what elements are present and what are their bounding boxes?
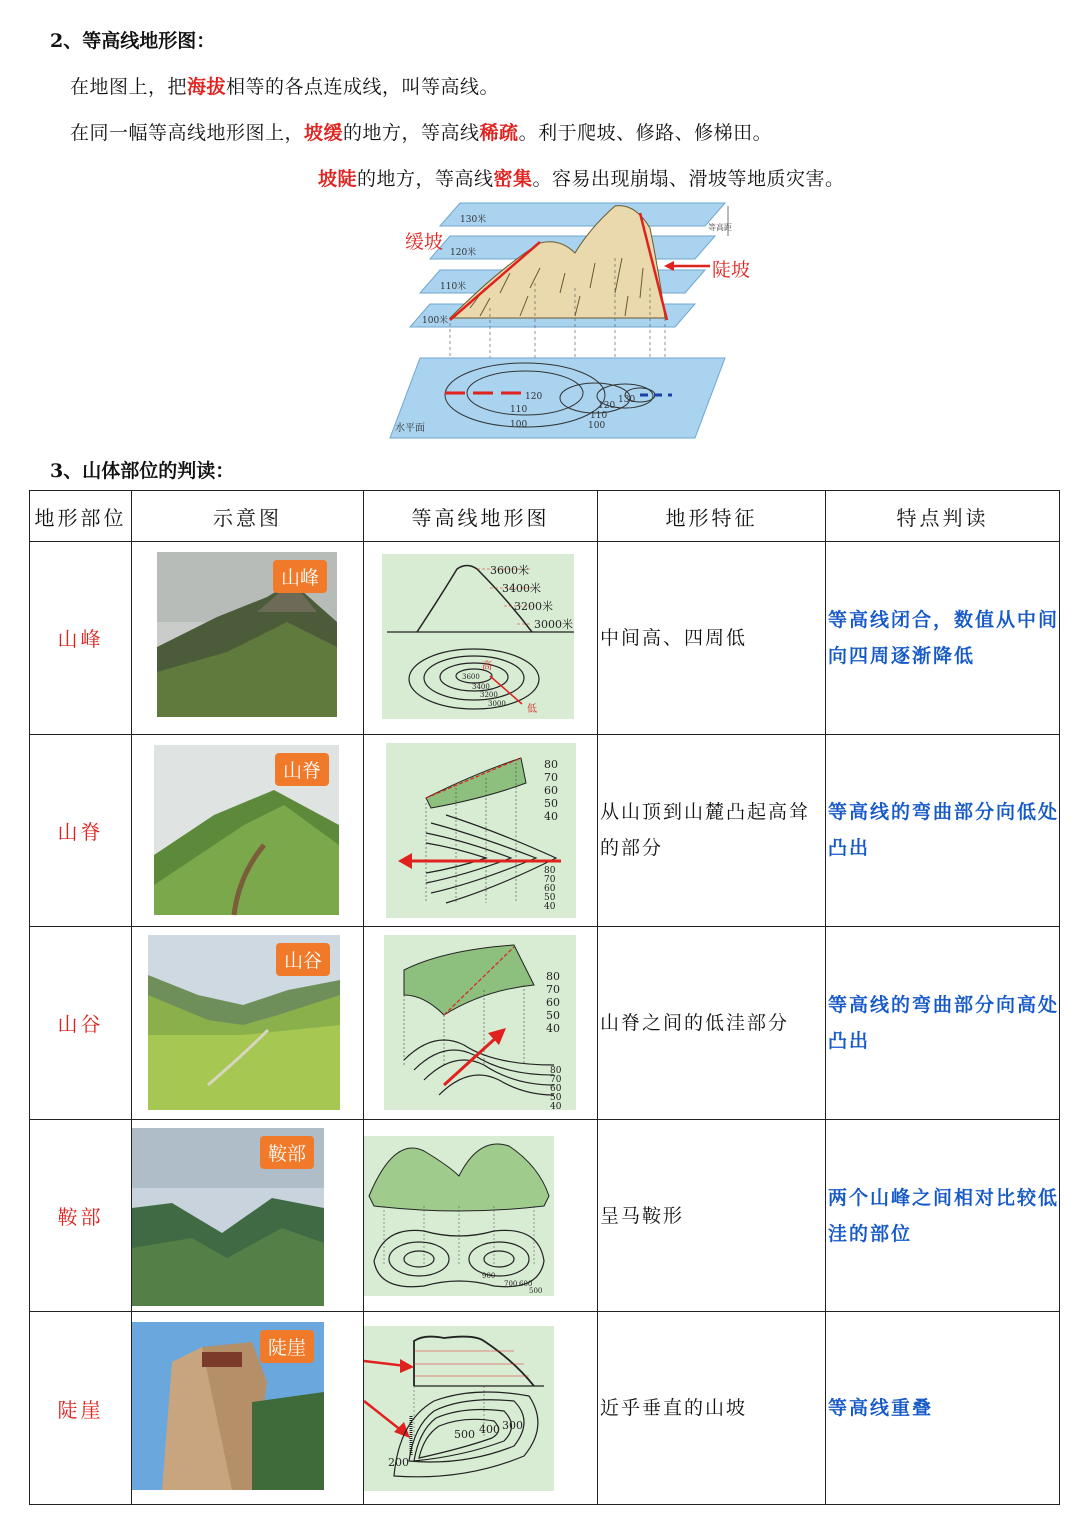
base-plane-label: 水平面 xyxy=(395,423,425,434)
part-name: 山脊 xyxy=(30,734,132,927)
svg-text:120: 120 xyxy=(525,392,543,402)
svg-text:200: 200 xyxy=(388,1456,409,1470)
saddle-contour-diagram xyxy=(364,1136,554,1296)
peak-photo xyxy=(157,552,337,717)
svg-text:3200米: 3200米 xyxy=(514,600,553,613)
valley-contour-diagram xyxy=(384,935,576,1113)
svg-text:60: 60 xyxy=(550,1084,562,1095)
interpretation-text: 等高线的弯曲部分向低处凸出 xyxy=(826,734,1060,927)
header-illustration: 示意图 xyxy=(132,491,364,542)
steep-slope-label: 陡坡 xyxy=(712,260,751,281)
svg-text:80: 80 xyxy=(544,865,556,876)
feature-text: 山脊之间的低洼部分 xyxy=(598,927,826,1120)
plane-label-120: 120米 xyxy=(450,248,477,258)
part-name: 山谷 xyxy=(30,927,132,1120)
table-row xyxy=(30,1119,1060,1312)
svg-text:80: 80 xyxy=(546,970,560,984)
ridge-badge: 山脊 xyxy=(275,753,329,786)
part-name: 陡崖 xyxy=(30,1312,132,1505)
svg-text:70: 70 xyxy=(546,983,560,997)
paragraph-steep-slope: 坡陡的地方，等高线密集。容易出现崩塌、滑坡等地质灾害。 xyxy=(318,168,845,190)
svg-text:50: 50 xyxy=(544,796,558,810)
terrain-parts-table xyxy=(29,490,1060,1505)
table-row xyxy=(30,734,1060,927)
paragraph-contour-definition: 在地图上，把海拔相等的各点连成线，叫等高线。 xyxy=(70,76,500,98)
svg-text:500: 500 xyxy=(454,1428,475,1442)
header-contour-map: 等高线地形图 xyxy=(364,491,598,542)
feature-text: 中间高、四周低 xyxy=(598,542,826,735)
base-plane xyxy=(390,358,725,438)
svg-text:40: 40 xyxy=(544,901,556,912)
svg-text:100: 100 xyxy=(588,421,606,431)
svg-text:40: 40 xyxy=(544,809,558,823)
valley-photo xyxy=(148,935,340,1110)
svg-text:60: 60 xyxy=(544,883,556,894)
svg-text:60: 60 xyxy=(546,996,560,1010)
contour-layer-diagram xyxy=(360,198,751,443)
svg-text:3600: 3600 xyxy=(462,673,480,681)
svg-text:3400: 3400 xyxy=(472,683,490,691)
interpretation-text: 两个山峰之间相对比较低洼的部位 xyxy=(826,1119,1060,1312)
header-part: 地形部位 xyxy=(30,491,132,542)
peak-badge: 山峰 xyxy=(273,560,327,593)
svg-text:3200: 3200 xyxy=(480,691,498,699)
feature-text: 从山顶到山麓凸起高耸的部分 xyxy=(598,734,826,927)
svg-text:低: 低 xyxy=(527,704,537,715)
table-row xyxy=(30,1312,1060,1505)
plane-label-100: 100米 xyxy=(422,316,449,326)
section2-heading: 2、等高线地形图： xyxy=(50,30,216,52)
svg-text:700: 700 xyxy=(504,1279,518,1288)
svg-text:70: 70 xyxy=(550,1075,562,1086)
svg-text:50: 50 xyxy=(546,1009,560,1023)
interpretation-text: 等高线的弯曲部分向高处凸出 xyxy=(826,927,1060,1120)
svg-text:3000: 3000 xyxy=(488,700,506,708)
svg-text:3400米: 3400米 xyxy=(502,582,541,595)
feature-text: 呈马鞍形 xyxy=(598,1119,826,1312)
svg-text:100: 100 xyxy=(510,420,528,430)
svg-text:400: 400 xyxy=(479,1423,500,1437)
svg-text:70: 70 xyxy=(544,770,558,784)
svg-text:130: 130 xyxy=(618,395,636,405)
part-name: 山峰 xyxy=(30,542,132,735)
svg-text:110: 110 xyxy=(510,405,528,415)
svg-text:500: 500 xyxy=(529,1286,543,1295)
cliff-contour-diagram xyxy=(364,1326,554,1491)
section3-heading: 3、山体部位的判读： xyxy=(50,460,235,482)
feature-text: 近乎垂直的山坡 xyxy=(598,1312,826,1505)
svg-text:80: 80 xyxy=(550,1066,562,1077)
interpretation-text: 等高线闭合，数值从中间向四周逐渐降低 xyxy=(826,542,1060,735)
svg-text:70: 70 xyxy=(544,874,556,885)
svg-text:300: 300 xyxy=(502,1419,523,1433)
table-header-row xyxy=(30,491,1060,542)
svg-text:60: 60 xyxy=(544,783,558,797)
svg-text:900: 900 xyxy=(482,1271,496,1280)
saddle-badge: 鞍部 xyxy=(260,1136,314,1169)
svg-text:80: 80 xyxy=(544,757,558,771)
paragraph-gentle-slope: 在同一幅等高线地形图上，坡缓的地方，等高线稀疏。利于爬坡、修路、修梯田。 xyxy=(70,122,773,144)
svg-text:40: 40 xyxy=(546,1022,560,1036)
interpretation-text: 等高线重叠 xyxy=(826,1312,1060,1505)
interval-label: 等高距 xyxy=(708,223,732,232)
svg-text:110: 110 xyxy=(590,411,608,421)
svg-text:40: 40 xyxy=(550,1102,562,1113)
ridge-contour-diagram xyxy=(386,743,576,918)
plane-label-110: 110米 xyxy=(440,282,467,292)
gentle-slope-label: 缓坡 xyxy=(405,232,444,253)
plane-label-130: 130米 xyxy=(460,215,487,225)
valley-badge: 山谷 xyxy=(276,943,330,976)
peak-contour-diagram xyxy=(382,554,574,719)
cliff-photo xyxy=(132,1322,324,1490)
table-row xyxy=(30,927,1060,1120)
svg-text:50: 50 xyxy=(550,1093,562,1104)
part-name: 鞍部 xyxy=(30,1119,132,1312)
svg-text:高: 高 xyxy=(482,661,492,672)
svg-text:3000米: 3000米 xyxy=(534,618,573,631)
ridge-photo xyxy=(154,745,339,915)
svg-text:50: 50 xyxy=(544,892,556,903)
svg-text:120: 120 xyxy=(598,401,616,411)
header-feature: 地形特征 xyxy=(598,491,826,542)
saddle-photo xyxy=(132,1128,324,1306)
cliff-badge: 陡崖 xyxy=(260,1330,314,1363)
table-row xyxy=(30,542,1060,735)
svg-text:600: 600 xyxy=(519,1279,533,1288)
header-interpretation: 特点判读 xyxy=(826,491,1060,542)
svg-text:3600米: 3600米 xyxy=(490,564,529,577)
